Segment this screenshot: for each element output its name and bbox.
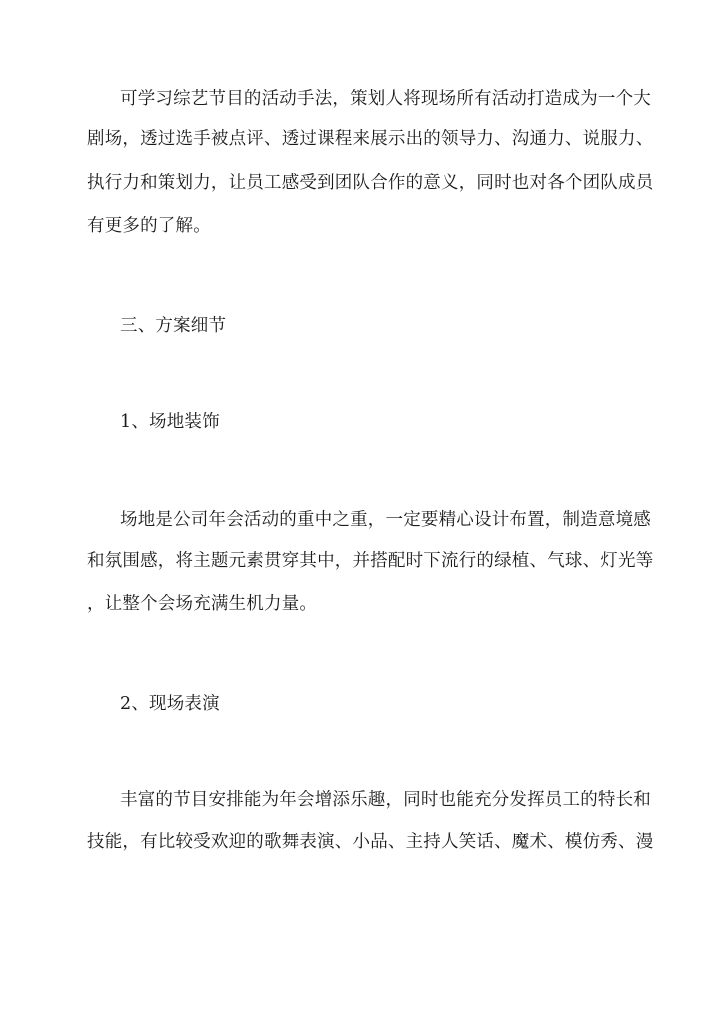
paragraph-line: 丰富的节目安排能为年会增添乐趣，同时也能充分发挥员工的特长和 xyxy=(120,790,651,810)
paragraph-line: 执行力和策划力，让员工感受到团队合作的意义，同时也对各个团队成员 xyxy=(87,173,654,193)
section-heading: 三、方案细节 xyxy=(120,316,227,336)
paragraph-line: 场地是公司年会活动的重中之重，一定要精心设计布置，制造意境感 xyxy=(120,510,651,530)
paragraph-line: 可学习综艺节目的活动手法，策划人将现场所有活动打造成为一个大 xyxy=(120,89,651,109)
paragraph-line: ，让整个会场充满生机力量。 xyxy=(87,594,318,614)
item-heading: 1、场地装饰 xyxy=(120,412,220,432)
paragraph-line: 有更多的了解。 xyxy=(87,216,211,236)
item-heading: 2、现场表演 xyxy=(120,694,220,714)
paragraph-line: 技能，有比较受欢迎的歌舞表演、小品、主持人笑话、魔术、模仿秀、漫 xyxy=(87,832,654,852)
paragraph-line: 剧场，透过选手被点评、透过课程来展示出的领导力、沟通力、说服力、 xyxy=(87,129,654,149)
paragraph-line: 和氛围感，将主题元素贯穿其中，并搭配时下流行的绿植、气球、灯光等 xyxy=(87,551,654,571)
